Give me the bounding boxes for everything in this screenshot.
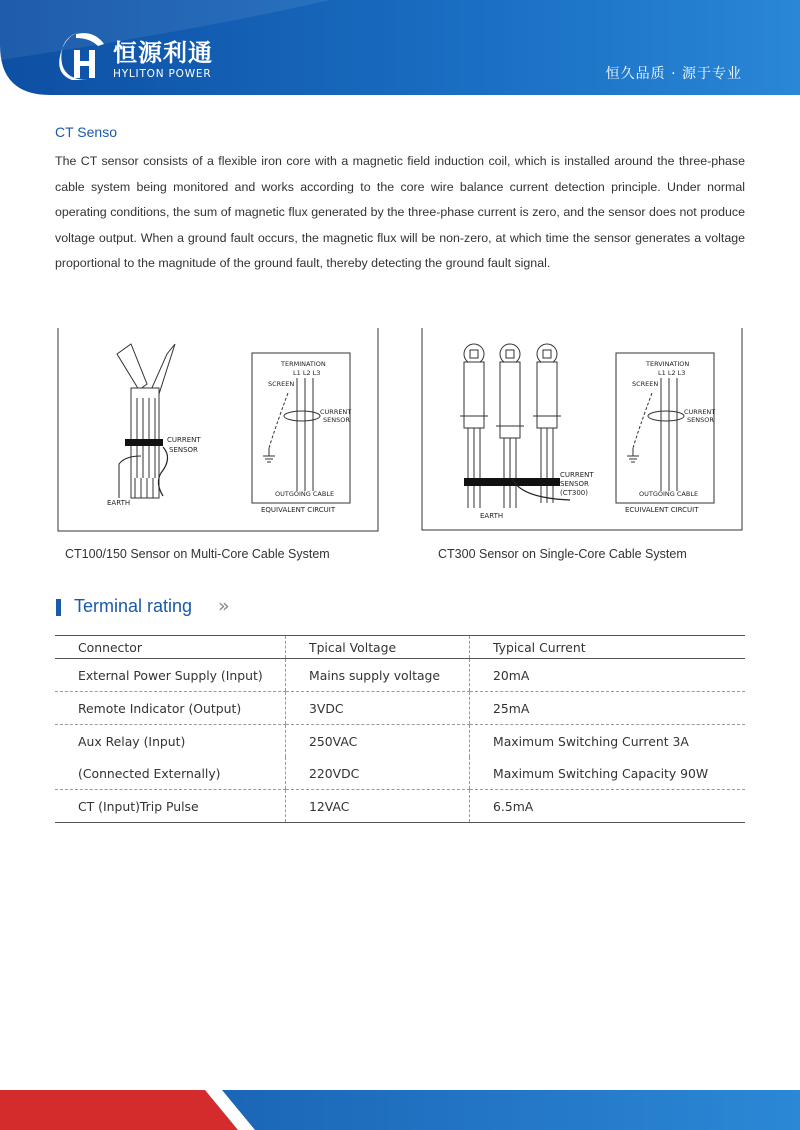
svg-text:EQUIVALENT CIRCUIT: EQUIVALENT CIRCUIT <box>261 506 336 514</box>
right-label-model: (CT300) <box>560 489 588 497</box>
table-cell: 3VDC <box>286 692 470 725</box>
svg-text:SENSOR: SENSOR <box>323 416 350 424</box>
figure-ct300-singlecore <box>420 328 746 533</box>
table-header: Connector <box>55 636 286 659</box>
right-label-sensor: SENSOR <box>560 480 589 488</box>
double-chevron-icon: » <box>218 595 230 617</box>
svg-text:OUTGOING CABLE: OUTGOING CABLE <box>639 490 699 498</box>
left-equivalent-circuit <box>252 353 351 514</box>
left-label-current: CURRENT <box>167 436 201 444</box>
table-row <box>55 725 745 758</box>
table-header-row <box>55 636 745 659</box>
svg-text:ECUIVALENT CIRCUIT: ECUIVALENT CIRCUIT <box>625 506 699 514</box>
table-cell: Aux Relay (Input) <box>78 733 186 749</box>
multicore-cable-drawing <box>117 344 175 498</box>
logo-icon <box>58 30 106 82</box>
table-header: Tpical Voltage <box>286 636 470 659</box>
table-row <box>55 790 745 823</box>
left-label-sensor: SENSOR <box>169 446 198 454</box>
footer-band <box>0 1090 800 1130</box>
table-row <box>55 757 745 790</box>
right-label-earth: EARTH <box>480 512 504 520</box>
svg-text:CURRENT: CURRENT <box>320 408 352 416</box>
caption-right-figure: CT300 Sensor on Single-Core Cable System <box>438 547 687 561</box>
table-row <box>55 659 745 692</box>
terminal-rating-table <box>55 635 745 823</box>
table-row <box>55 692 745 725</box>
section-title: CT Senso <box>55 124 117 140</box>
brand-name-english: HYLITON POWER <box>113 68 212 80</box>
svg-text:SCREEN: SCREEN <box>268 380 295 388</box>
brand-name-chinese: 恒源利通 <box>113 39 213 67</box>
table-header: Typical Current <box>470 636 746 659</box>
table-cell: CT (Input)Trip Pulse <box>55 790 286 823</box>
table-cell: 12VAC <box>286 790 470 823</box>
svg-text:TERVINATION: TERVINATION <box>646 360 690 368</box>
table-cell: 6.5mA <box>470 790 746 823</box>
right-label-current: CURRENT <box>560 471 594 479</box>
table-cell: 20mA <box>470 659 746 692</box>
svg-text:SCREEN: SCREEN <box>632 380 659 388</box>
header-slogan: 恒久品质 · 源于专业 <box>605 66 742 82</box>
page-header <box>0 0 800 95</box>
terminal-rating-title: Terminal rating <box>74 596 193 616</box>
svg-text:TERMINATION: TERMINATION <box>281 360 326 368</box>
table-cell: Maximum Switching Current 3A <box>470 725 746 758</box>
table-cell: Maximum Switching Capacity 90W <box>470 757 746 790</box>
left-label-earth: EARTH <box>107 499 131 507</box>
table-cell: (Connected Externally) <box>55 757 286 790</box>
right-equivalent-circuit <box>616 353 715 514</box>
svg-text:L1 L2 L3: L1 L2 L3 <box>293 369 321 377</box>
svg-text:CURRENT: CURRENT <box>684 408 716 416</box>
table-cell: Remote Indicator (Output) <box>55 692 286 725</box>
table-cell: 250VAC <box>286 725 470 758</box>
page-footer <box>0 1090 800 1130</box>
ct-sensor-band <box>125 439 163 446</box>
section-marker <box>56 599 61 616</box>
table-cell: 25mA <box>470 692 746 725</box>
svg-text:L1 L2 L3: L1 L2 L3 <box>658 369 686 377</box>
caption-left-figure: CT100/150 Sensor on Multi-Core Cable System <box>65 547 330 561</box>
svg-text:OUTGOING CABLE: OUTGOING CABLE <box>275 490 335 498</box>
table-cell: External Power Supply (Input) <box>55 659 286 692</box>
table-cell: 220VDC <box>286 757 470 790</box>
svg-text:SENSOR: SENSOR <box>687 416 714 424</box>
figure-ct100-multicore <box>55 328 381 533</box>
section-paragraph: The CT sensor consists of a flexible iron core with a magnetic field induction coil, which is installed around the three-phase cable system being monitored and works according to the core wire balance current detection principle. Under normal operating conditions, the sum of magnetic flux generated by the three-phase current is zero, and the sensor does not produce voltage output. When a ground fault occurs, the magnetic flux will be non-zero, at which time the sensor generates a voltage proportional to the magnitude of the ground fault, thereby detecting the ground fault signal. <box>55 154 745 271</box>
table-cell: Mains supply voltage <box>286 659 470 692</box>
